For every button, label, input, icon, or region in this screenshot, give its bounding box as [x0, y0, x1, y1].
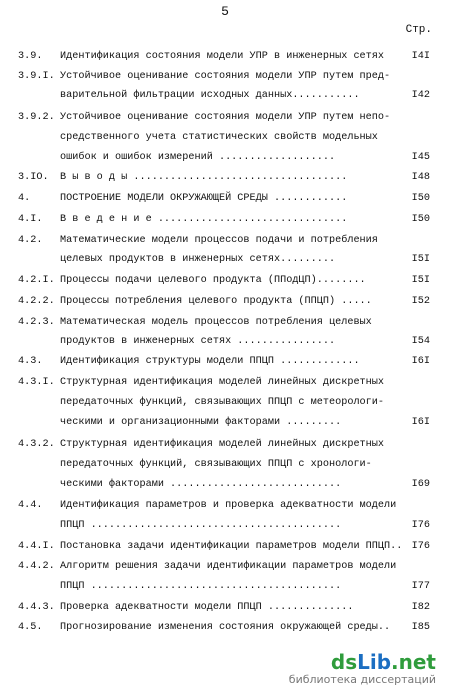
toc-entry-number: 4.2.2. [18, 296, 55, 307]
toc-entry-number: 4. [18, 193, 31, 204]
toc-entry-page: I52 [411, 296, 430, 307]
toc-entry-number: 4.4. [18, 500, 43, 511]
toc-entry-page: I5I [411, 254, 430, 265]
toc-entry-text: Процессы потребления целевого продукта (ППЦП) ..... [60, 296, 372, 307]
toc-entry-number: 4.3.I. [18, 377, 55, 388]
toc-entry-text: целевых продуктов в инженерных сетях......... [60, 254, 336, 265]
dslib-logo [289, 652, 436, 672]
logo-part-ds: ds [330, 650, 358, 674]
toc-entry-text: ППЦП ......................................... [60, 581, 342, 592]
page-number: 5 [221, 4, 229, 19]
toc-entry-page: I6I [411, 356, 430, 367]
toc-entry-number: 4.4.2. [18, 561, 55, 572]
toc-entry-number: 4.5. [18, 622, 43, 633]
toc-entry-text: ческими факторами ............................ [60, 479, 342, 490]
toc-entry-page: I54 [411, 336, 430, 347]
toc-entry-text: Структурная идентификация моделей линейных дискретных [60, 377, 385, 388]
toc-entry-text: ППЦП ......................................... [60, 520, 342, 531]
toc-entry-page: I76 [411, 520, 430, 531]
toc-entry-text: Идентификация структуры модели ППЦП ............. [60, 356, 360, 367]
watermark-subtitle: библиотека диссертаций [288, 673, 436, 686]
toc-entry-number: 4.2. [18, 235, 43, 246]
toc-entry-text: ошибок и ошибок измерений ................... [60, 152, 336, 163]
toc-entry-page: I6I [411, 417, 430, 428]
toc-entry-page: I50 [411, 193, 430, 204]
toc-entry-page: I77 [411, 581, 430, 592]
logo-part-net: .net [391, 650, 436, 674]
toc-entry-text: передаточных функций, связывающих ППЦП с метеорологи- [60, 397, 385, 408]
toc-entry-page: I4I [411, 51, 430, 62]
toc-entry-text: Математическая модель процессов потребления целевых [60, 317, 372, 328]
toc-entry-page: I5I [411, 275, 430, 286]
toc-entry-text: В ы в о д ы ................................... [60, 172, 348, 183]
toc-entry-page: I76 [411, 541, 430, 552]
toc-entry-text: Математические модели процессов подачи и потребления [60, 235, 378, 246]
toc-entry-text: В в е д е н и е ............................... [60, 214, 348, 225]
toc-entry-page: I69 [411, 479, 430, 490]
toc-entry-text: Идентификация параметров и проверка адекватности модели [60, 500, 397, 511]
toc-entry-text: Процессы подачи целевого продукта (ППодЦП)........ [60, 275, 366, 286]
toc-entry-text: варительной фильтрации исходных данных........... [60, 90, 360, 101]
toc-entry-page: I45 [411, 152, 430, 163]
toc-entry-text: Постановка задачи идентификации параметров модели ППЦП.. [60, 541, 403, 552]
toc-entry-text: Алгоритм решения задачи идентификации параметров модели [60, 561, 397, 572]
toc-entry-number: 4.3. [18, 356, 43, 367]
toc-entry-text: Устойчивое оценивание состояния модели УПР путем пред- [60, 71, 391, 82]
toc-entry-text: средственного учета статистических свойств модельных [60, 132, 378, 143]
toc-entry-number: 3.9. [18, 51, 43, 62]
toc-entry-page: I50 [411, 214, 430, 225]
toc-entry-number: 4.4.3. [18, 602, 55, 613]
toc-entry-text: Проверка адекватности модели ППЦП .............. [60, 602, 354, 613]
toc-entry-text: Идентификация состояния модели УПР в инженерных сетях [60, 51, 385, 62]
toc-entry-text: Устойчивое оценивание состояния модели УПР путем непо- [60, 112, 391, 123]
toc-entry-number: 4.2.I. [18, 275, 55, 286]
toc-entry-text: продуктов в инженерных сетях ................ [60, 336, 336, 347]
watermark [289, 652, 436, 686]
toc-entry-page: I48 [411, 172, 430, 183]
page-column-label: Стр. [405, 24, 432, 36]
toc-entry-text: ческими и организационными факторами ......... [60, 417, 342, 428]
toc-entry-text: передаточных функций, связывающих ППЦП с хронологи- [60, 459, 372, 470]
toc-entry-page: I82 [411, 602, 430, 613]
toc-entry-number: 3.IO. [18, 172, 49, 183]
toc-entry-text: Структурная идентификация моделей линейных дискретных [60, 439, 385, 450]
toc-entry-number: 4.3.2. [18, 439, 55, 450]
toc-entry-page: I85 [411, 622, 430, 633]
toc-entry-number: 3.9.I. [18, 71, 55, 82]
toc-entry-number: 4.4.I. [18, 541, 55, 552]
toc-entry-number: 3.9.2. [18, 112, 55, 123]
toc-entry-number: 4.2.3. [18, 317, 55, 328]
logo-part-lib: Lib [357, 650, 392, 674]
toc-entry-page: I42 [411, 90, 430, 101]
toc-entry-text: ПОСТРОЕНИЕ МОДЕЛИ ОКРУЖАЮЩЕЙ СРЕДЫ ............ [60, 193, 348, 204]
toc-entry-number: 4.I. [18, 214, 43, 225]
toc-entry-text: Прогнозирование изменения состояния окружающей среды.. [60, 622, 391, 633]
